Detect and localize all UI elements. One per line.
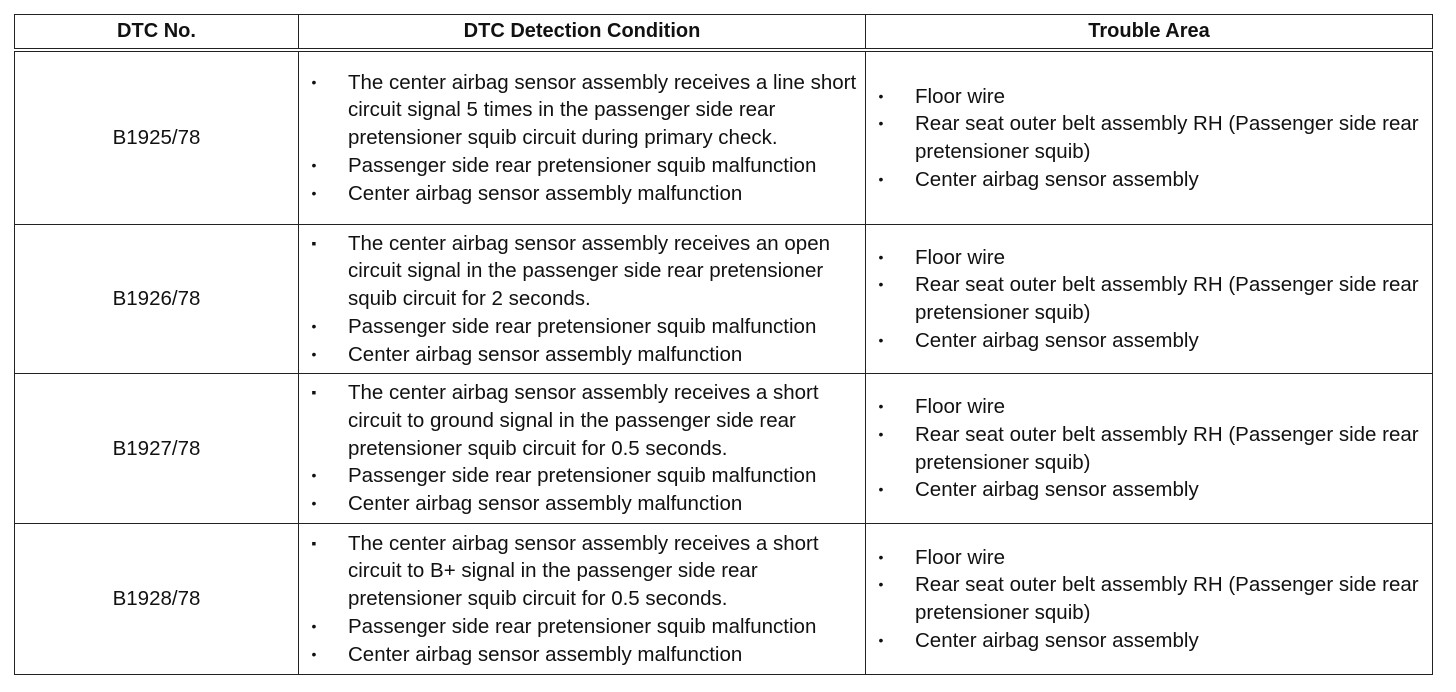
condition-list xyxy=(299,69,865,208)
list-item xyxy=(299,341,865,369)
condition-text: Passenger side rear pretensioner squib malfunction xyxy=(348,614,817,638)
bullet: • xyxy=(878,248,884,265)
list-item xyxy=(866,476,1432,504)
area-text: Floor wire xyxy=(915,245,1005,269)
list-item xyxy=(866,110,1432,165)
area-list xyxy=(866,393,1432,504)
header-row xyxy=(15,15,1433,51)
area-list xyxy=(866,83,1432,194)
list-item xyxy=(299,530,865,613)
condition-text: Passenger side rear pretensioner squib malfunction xyxy=(348,153,817,177)
bullet: • xyxy=(878,481,884,498)
bullet: • xyxy=(311,317,317,334)
bullet: • xyxy=(878,276,884,293)
area-text: Center airbag sensor assembly xyxy=(915,167,1199,191)
bullet: • xyxy=(878,425,884,442)
area-text: Rear seat outer belt assembly RH (Passenger side rear pretensioner squib) xyxy=(915,112,1419,163)
table-row xyxy=(15,374,1433,524)
list-item xyxy=(299,230,865,313)
bullet: ▪ xyxy=(311,384,317,401)
bullet: • xyxy=(878,631,884,648)
list-item xyxy=(299,69,865,152)
area-text: Floor wire xyxy=(915,395,1005,419)
list-item xyxy=(866,166,1432,194)
bullet: • xyxy=(878,398,884,415)
condition-text: Center airbag sensor assembly malfunction xyxy=(348,181,743,205)
table-row xyxy=(15,524,1433,675)
bullet: • xyxy=(311,184,317,201)
bullet: • xyxy=(878,115,884,132)
condition-text: The center airbag sensor assembly receives a short circuit to ground signal in the passenger side rear pretensioner squib circuit for 0.5 seconds. xyxy=(348,381,819,460)
condition-text: The center airbag sensor assembly receives an open circuit signal in the passenger side rear pretensioner squib circuit for 2 seconds. xyxy=(348,231,831,311)
area-text: Rear seat outer belt assembly RH (Passenger side rear pretensioner squib) xyxy=(915,273,1419,324)
list-item xyxy=(866,571,1432,626)
condition-text: Center airbag sensor assembly malfunction xyxy=(348,642,743,666)
dtc-code: B1927/78 xyxy=(15,374,299,524)
list-item xyxy=(866,627,1432,655)
list-item xyxy=(299,152,865,180)
condition-text: Passenger side rear pretensioner squib malfunction xyxy=(348,464,817,488)
header-trouble-area: Trouble Area xyxy=(866,15,1433,51)
trouble-area-cell xyxy=(866,374,1433,524)
bullet: • xyxy=(878,576,884,593)
list-item xyxy=(299,462,865,490)
bullet: • xyxy=(311,617,317,634)
table-row xyxy=(15,225,1433,374)
detection-condition-cell xyxy=(299,225,866,374)
list-item xyxy=(299,490,865,518)
bullet: • xyxy=(878,548,884,565)
header-detection-condition: DTC Detection Condition xyxy=(299,15,866,51)
bullet: • xyxy=(878,87,884,104)
list-item xyxy=(299,641,865,669)
detection-condition-cell xyxy=(299,374,866,524)
list-item xyxy=(866,421,1432,476)
area-text: Center airbag sensor assembly xyxy=(915,328,1199,352)
dtc-code: B1925/78 xyxy=(15,50,299,225)
list-item xyxy=(299,379,865,462)
detection-condition-cell xyxy=(299,50,866,225)
bullet: • xyxy=(311,645,317,662)
condition-text: The center airbag sensor assembly receives a line short circuit signal 5 times in the passenger side rear pretensioner squib circuit during primary check. xyxy=(348,70,857,150)
bullet: ▪ xyxy=(311,534,317,551)
header-dtc-no: DTC No. xyxy=(15,15,299,51)
area-text: Rear seat outer belt assembly RH (Passenger side rear pretensioner squib) xyxy=(915,422,1419,474)
area-text: Floor wire xyxy=(915,84,1005,108)
list-item xyxy=(299,313,865,341)
bullet: • xyxy=(311,345,317,362)
condition-text: The center airbag sensor assembly receives a short circuit to B+ signal in the passenger side rear pretensioner squib circuit for 0.5 seconds. xyxy=(348,531,819,611)
condition-list xyxy=(299,530,865,669)
dtc-code: B1926/78 xyxy=(15,225,299,374)
trouble-area-cell xyxy=(866,524,1433,675)
list-item xyxy=(866,393,1432,421)
list-item xyxy=(866,271,1432,326)
trouble-area-cell xyxy=(866,50,1433,225)
area-text: Rear seat outer belt assembly RH (Passenger side rear pretensioner squib) xyxy=(915,573,1419,624)
condition-list xyxy=(299,230,865,369)
detection-condition-cell xyxy=(299,524,866,675)
bullet: ▪ xyxy=(311,234,317,251)
bullet: • xyxy=(311,73,317,90)
list-item xyxy=(866,544,1432,572)
list-item xyxy=(866,244,1432,272)
area-text: Center airbag sensor assembly xyxy=(915,478,1199,502)
area-list xyxy=(866,244,1432,355)
condition-list xyxy=(299,379,865,518)
condition-text: Center airbag sensor assembly malfunction xyxy=(348,492,743,516)
bullet: • xyxy=(878,170,884,187)
area-text: Floor wire xyxy=(915,545,1005,569)
bullet: • xyxy=(311,156,317,173)
condition-text: Center airbag sensor assembly malfunction xyxy=(348,342,743,366)
bullet: • xyxy=(311,467,317,484)
area-list xyxy=(866,544,1432,655)
dtc-code: B1928/78 xyxy=(15,524,299,675)
dtc-table xyxy=(14,14,1433,675)
list-item xyxy=(299,180,865,208)
bullet: • xyxy=(878,331,884,348)
list-item xyxy=(866,327,1432,355)
bullet: • xyxy=(311,495,317,512)
condition-text: Passenger side rear pretensioner squib malfunction xyxy=(348,314,817,338)
trouble-area-cell xyxy=(866,225,1433,374)
list-item xyxy=(299,613,865,641)
area-text: Center airbag sensor assembly xyxy=(915,628,1199,652)
list-item xyxy=(866,83,1432,111)
table-row xyxy=(15,50,1433,225)
